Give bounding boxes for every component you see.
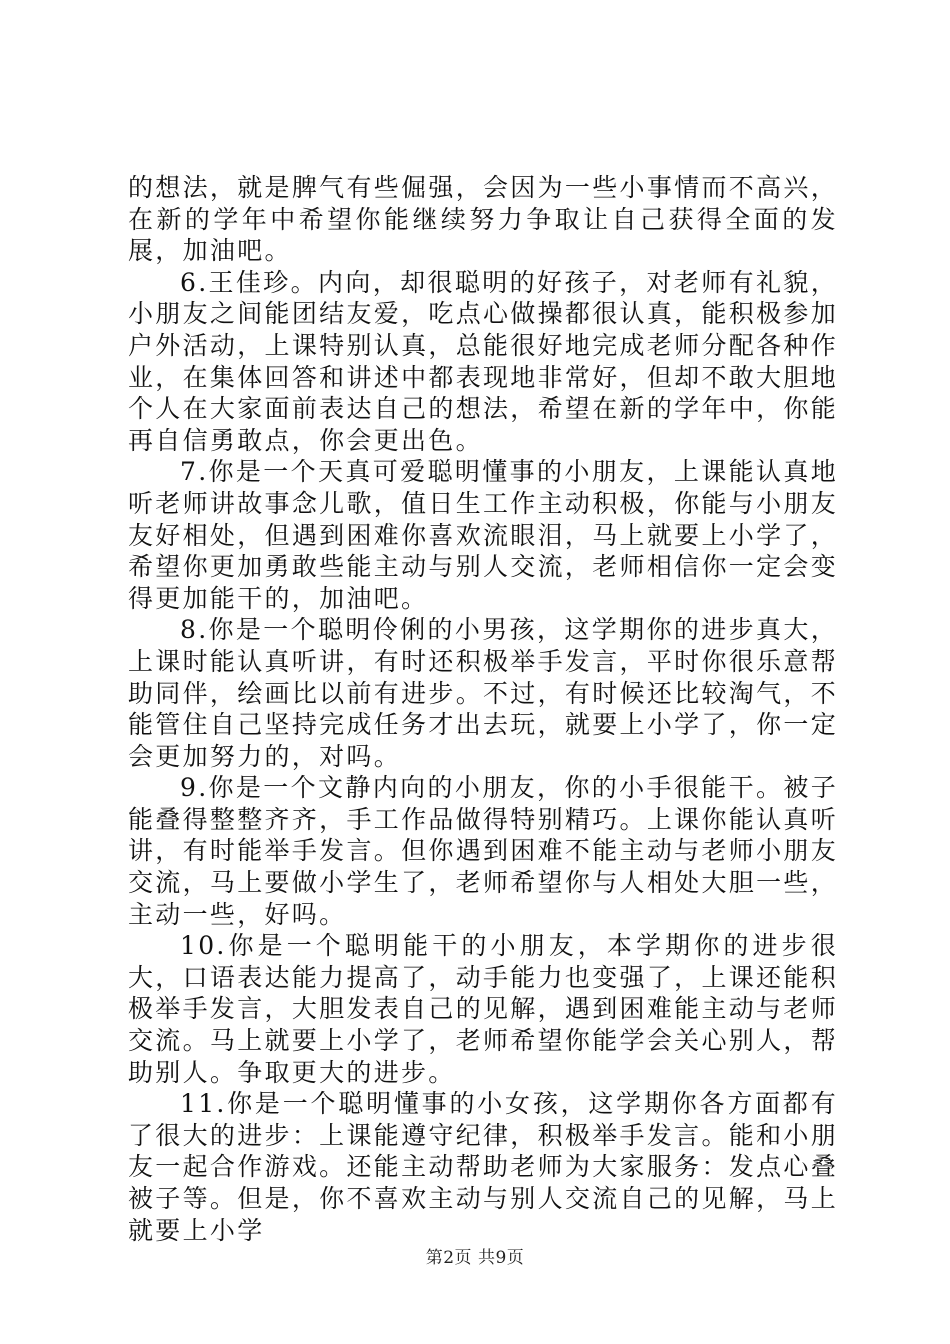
paragraph-item-11: 11.你是一个聪明懂事的小女孩，这学期你各方面都有了很大的进步：上课能遵守纪律，积极举手发言。能和小朋友一起合作游戏。还能主动帮助老师为大家服务：发点心叠被子等。但是，你不喜欢主动与别人交流自己的见解，马上就要上小学	[128, 1089, 838, 1245]
paragraph-item-9: 9.你是一个文静内向的小朋友，你的小手很能干。被子能叠得整整齐齐，手工作品做得特别精巧。上课你能认真听讲，有时能举手发言。但你遇到困难不能主动与老师小朋友交流，马上要做小学生了，老师希望你与人相处大胆一些，主动一些，好吗。	[128, 773, 838, 929]
paragraph-item-7: 7.你是一个天真可爱聪明懂事的小朋友，上课能认真地听老师讲故事念儿歌，值日生工作主动积极，你能与小朋友友好相处，但遇到困难你喜欢流眼泪，马上就要上小学了，希望你更加勇敢些能主动与别人交流，老师相信你一定会变得更加能干的，加油吧。	[128, 457, 838, 613]
paragraph-item-8: 8.你是一个聪明伶俐的小男孩，这学期你的进步真大，上课时能认真听讲，有时还积极举手发言，平时你很乐意帮助同伴，绘画比以前有进步。不过，有时候还比较淘气，不能管住自己坚持完成任务才出去玩，就要上小学了，你一定会更加努力的，对吗。	[128, 615, 838, 771]
paragraph-item-10: 10.你是一个聪明能干的小朋友，本学期你的进步很大，口语表达能力提高了，动手能力也变强了，上课还能积极举手发言，大胆发表自己的见解，遇到困难能主动与老师交流。马上就要上小学了，老师希望你能学会关心别人，帮助别人。争取更大的进步。	[128, 931, 838, 1087]
page-number-footer: 第2页 共9页	[425, 1248, 525, 1268]
paragraph-continuation: 的想法，就是脾气有些倔强，会因为一些小事情而不高兴，在新的学年中希望你能继续努力争取让自己获得全面的发展，加油吧。	[128, 173, 838, 266]
paragraph-item-6: 6.王佳珍。内向，却很聪明的好孩子，对老师有礼貌，小朋友之间能团结友爱，吃点心做操都很认真，能积极参加户外活动，上课特别认真，总能很好地完成老师分配各种作业，在集体回答和讲述中都表现地非常好，但却不敢大胆地个人在大家面前表达自己的想法，希望在新的学年中，你能再自信勇敢点，你会更出色。	[128, 267, 838, 455]
document-body	[128, 172, 838, 1246]
